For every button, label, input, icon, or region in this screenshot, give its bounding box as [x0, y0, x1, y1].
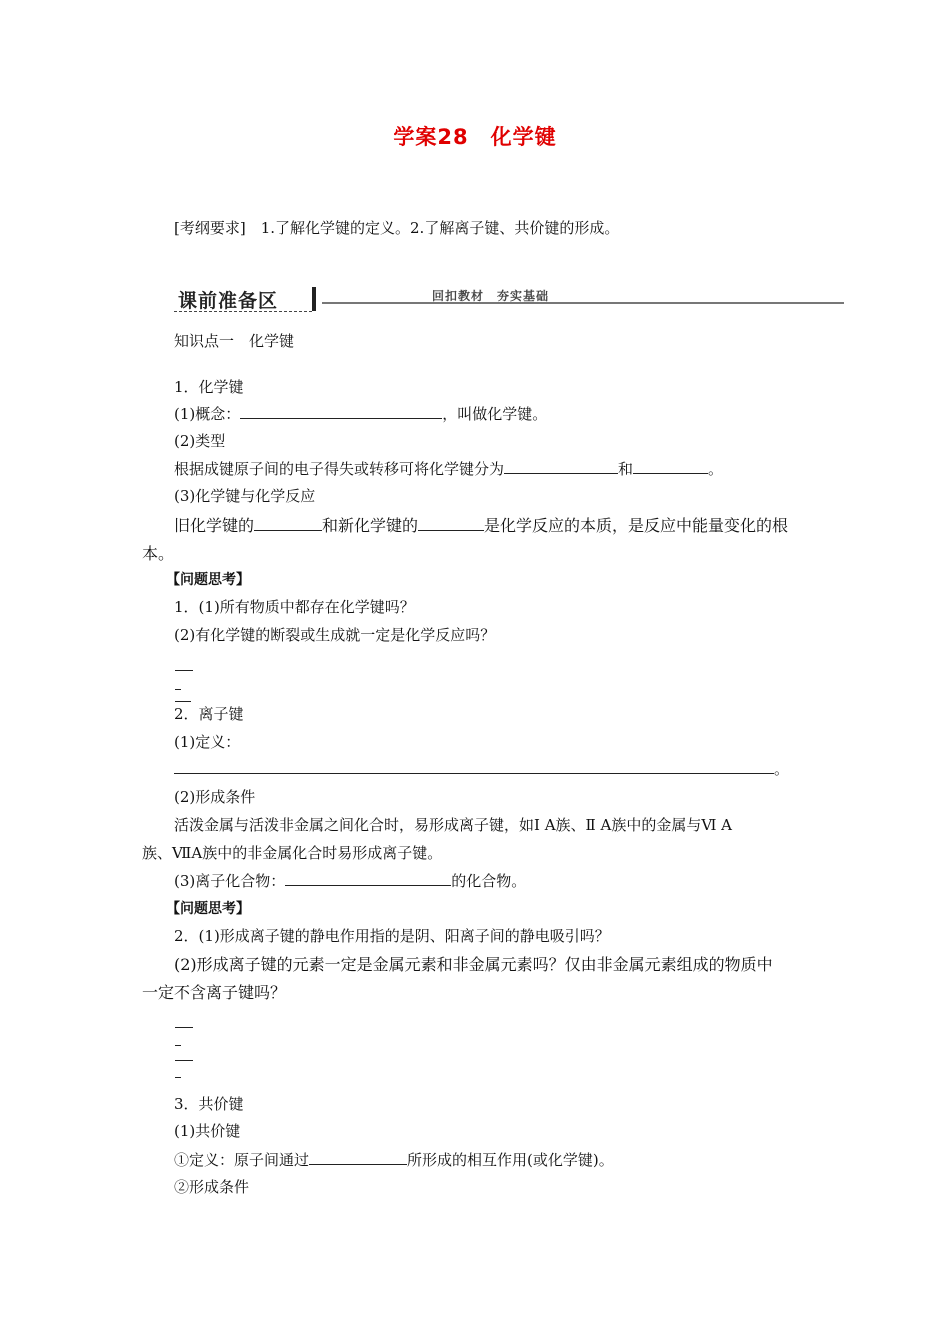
reaction-heading: (3)化学键与化学反应: [174, 487, 316, 505]
condition-heading: (2)形成条件: [174, 788, 256, 806]
type-text: [174, 459, 723, 479]
question-2a: 2．(1)形成离子键的静电作用指的是阴、阳离子间的静电吸引吗？: [174, 927, 610, 945]
section-2-heading: 2．离子键: [174, 705, 244, 723]
answer-line: [175, 1027, 193, 1028]
question-label-1: 【问题思考】: [166, 572, 250, 588]
type-blank-2[interactable]: [633, 459, 708, 474]
page-title: 学案28 化学键: [393, 125, 557, 149]
answer-line: [175, 1060, 193, 1061]
banner-dashed-underline: [174, 311, 312, 312]
reaction-text-post: 是化学反应的本质，是反应中能量变化的根: [484, 516, 789, 535]
banner-bar: [312, 287, 316, 311]
type-blank-1[interactable]: [504, 459, 618, 474]
reaction-blank-1[interactable]: [254, 516, 322, 531]
concept-label: (1)概念：: [174, 405, 241, 423]
question-label-2: 【问题思考】: [166, 901, 250, 917]
question-2b-cont: 一定不含离子键吗？: [142, 983, 287, 1002]
type-text-mid: 和: [618, 460, 634, 478]
compound-line: [174, 871, 526, 891]
reaction-text-pre: 旧化学键的: [174, 516, 255, 535]
concept-line: [174, 404, 547, 424]
type-text-pre: 根据成键原子间的电子得失或转移可将化学键分为: [174, 460, 505, 478]
section-3-heading: 3．共价键: [174, 1095, 244, 1113]
type-text-post: 。: [708, 460, 724, 478]
answer-line: [175, 670, 193, 671]
question-1a: 1．(1)所有物质中都存在化学键吗？: [174, 598, 415, 616]
reaction-text-mid: 和新化学键的: [322, 516, 419, 535]
concept-blank[interactable]: [240, 404, 442, 419]
concept-suffix: ，叫做化学键。: [442, 405, 548, 423]
reaction-text-cont: 本。: [142, 544, 175, 563]
definition-line: [174, 759, 789, 779]
compound-label: (3)离子化合物：: [174, 872, 286, 890]
banner-title: 课前准备区: [178, 290, 279, 312]
covalent-definition: [174, 1150, 614, 1170]
exam-requirements: [考纲要求] 1.了解化学键的定义。2.了解离子键、共价键的形成。: [174, 219, 620, 237]
definition-end: 。: [774, 760, 790, 778]
answer-line: [175, 1045, 181, 1046]
section-banner: [174, 284, 844, 312]
question-1b: (2)有化学键的断裂或生成就一定是化学反应吗？: [174, 626, 496, 644]
answer-line: [175, 1077, 181, 1078]
answer-line: [175, 701, 191, 702]
answer-line: [175, 689, 181, 690]
reaction-blank-2[interactable]: [418, 516, 484, 531]
section-1-heading: 1．化学键: [174, 378, 244, 396]
covalent-blank[interactable]: [309, 1150, 407, 1165]
compound-blank[interactable]: [285, 871, 451, 886]
definition-label: (1)定义：: [174, 733, 241, 751]
definition-blank[interactable]: [174, 759, 774, 774]
covalent-condition: ②形成条件: [174, 1178, 250, 1196]
condition-text: 活泼金属与活泼非金属之间化合时，易形成离子键，如Ⅰ A族、Ⅱ A族中的金属与Ⅵ A: [174, 816, 733, 834]
knowledge-point-heading: 知识点一 化学键: [174, 332, 295, 350]
question-2b: (2)形成离子键的元素一定是金属元素和非金属元素吗？仅由非金属元素组成的物质中: [174, 955, 773, 974]
compound-suffix: 的化合物。: [451, 872, 527, 890]
banner-subtitle: 回扣教材 夯实基础: [432, 289, 550, 303]
type-heading: (2)类型: [174, 432, 226, 450]
covalent-def-suffix: 所形成的相互作用(或化学键)。: [407, 1151, 614, 1169]
covalent-def-label: ①定义：原子间通过: [174, 1151, 310, 1169]
covalent-subheading: (1)共价键: [174, 1122, 241, 1140]
reaction-text: [174, 516, 788, 536]
condition-text-cont: 族、ⅦA族中的非金属化合时易形成离子键。: [142, 844, 443, 862]
banner-rule: [322, 302, 844, 304]
